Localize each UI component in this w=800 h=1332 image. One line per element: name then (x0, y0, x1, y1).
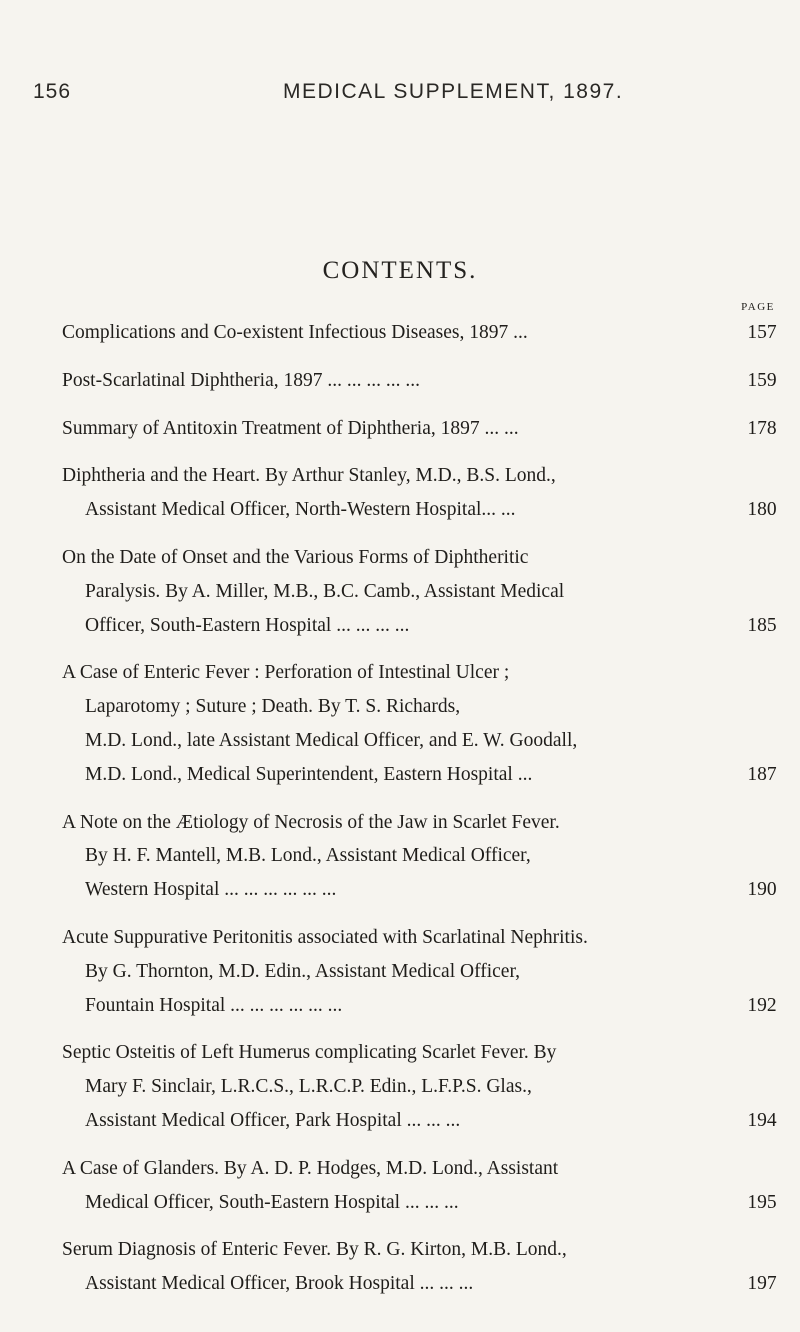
toc-entry-line: Fountain Hospital ... ... ... ... ... ... (85, 994, 343, 1016)
toc-entry (62, 656, 777, 791)
toc-entry-line: A Note on the Ætiology of Necrosis of the Jaw in Scarlet Fever. (62, 811, 560, 833)
page-header (33, 80, 768, 110)
toc-entry-line: Mary F. Sinclair, L.R.C.S., L.R.C.P. Edin., L.F.P.S. Glas., (85, 1076, 532, 1098)
table-of-contents (62, 316, 777, 1315)
toc-entry-line: Post-Scarlatinal Diphtheria, 1897 ... ... ... ... ... (62, 369, 420, 391)
toc-entry-line: A Case of Glanders. By A. D. P. Hodges, M.D. Lond., Assistant (62, 1157, 559, 1179)
toc-entry-line: Complications and Co-existent Infectious Diseases, 1897 ... (62, 322, 528, 343)
toc-entry-line: M.D. Lond., late Assistant Medical Officer, and E. W. Goodall, (85, 729, 578, 751)
toc-entry-page-number: 194 (747, 1109, 777, 1131)
toc-entry (62, 806, 777, 907)
toc-entry-line: On the Date of Onset and the Various Forms of Diphtheritic (62, 546, 529, 568)
toc-entry-line: A Case of Enteric Fever : Perforation of Intestinal Ulcer ; (62, 662, 510, 684)
toc-entry-line: Assistant Medical Officer, North-Western Hospital... ... (85, 499, 516, 521)
toc-entry-line: Assistant Medical Officer, Park Hospital ... ... ... (85, 1109, 461, 1131)
toc-entry (62, 1233, 777, 1301)
toc-entry-line: Medical Officer, South-Eastern Hospital ... ... ... (85, 1191, 459, 1213)
toc-entry-line: Serum Diagnosis of Enteric Fever. By R. G. Kirton, M.B. Lond., (62, 1239, 567, 1261)
toc-entry (62, 921, 777, 1022)
toc-entry (62, 412, 777, 446)
toc-entry-line: M.D. Lond., Medical Superintendent, Eastern Hospital ... (85, 763, 533, 785)
toc-entry-line: Acute Suppurative Peritonitis associated with Scarlatinal Nephritis. (62, 926, 588, 948)
toc-entry-page-number: 197 (747, 1273, 777, 1295)
toc-entry (62, 1152, 777, 1220)
toc-entry-page-number: 178 (747, 417, 777, 439)
toc-entry-page-number: 185 (747, 614, 777, 636)
toc-entry-page-number: 157 (747, 322, 777, 343)
toc-entry-line: By G. Thornton, M.D. Edin., Assistant Medical Officer, (85, 960, 521, 982)
toc-entry-line: Septic Osteitis of Left Humerus complicating Scarlet Fever. By (62, 1042, 557, 1064)
contents-title: CONTENTS. (322, 257, 478, 284)
toc-entry-page-number: 190 (747, 879, 777, 901)
toc-entry (62, 541, 777, 642)
toc-entry-page-number: 192 (747, 994, 777, 1016)
toc-entry-line: Summary of Antitoxin Treatment of Diphtheria, 1897 ... ... (62, 417, 519, 439)
toc-entry-line: Paralysis. By A. Miller, M.B., B.C. Camb., Assistant Medical (85, 580, 565, 602)
toc-entry-line: Laparotomy ; Suture ; Death. By T. S. Richards, (85, 696, 461, 718)
toc-entry (62, 364, 777, 398)
toc-entry-page-number: 159 (747, 369, 777, 391)
toc-entry (62, 316, 777, 350)
toc-entry-page-number: 195 (747, 1191, 777, 1213)
running-title: MEDICAL SUPPLEMENT, 1897. (283, 80, 624, 103)
toc-entry-line: Diphtheria and the Heart. By Arthur Stanley, M.D., B.S. Lond., (62, 465, 556, 487)
toc-entry (62, 459, 777, 527)
toc-entry-line: By H. F. Mantell, M.B. Lond., Assistant Medical Officer, (85, 845, 531, 867)
toc-entry-page-number: 187 (747, 763, 777, 785)
toc-entry-line: Assistant Medical Officer, Brook Hospital ... ... ... (85, 1273, 474, 1295)
toc-entry (62, 1036, 777, 1137)
toc-entry-line: Western Hospital ... ... ... ... ... ... (85, 879, 337, 901)
toc-entry-line: Officer, South-Eastern Hospital ... ... ... ... (85, 614, 410, 636)
page-number: 156 (33, 80, 72, 103)
toc-entry-page-number: 180 (747, 499, 777, 521)
page-column-label: PAGE (741, 301, 775, 313)
